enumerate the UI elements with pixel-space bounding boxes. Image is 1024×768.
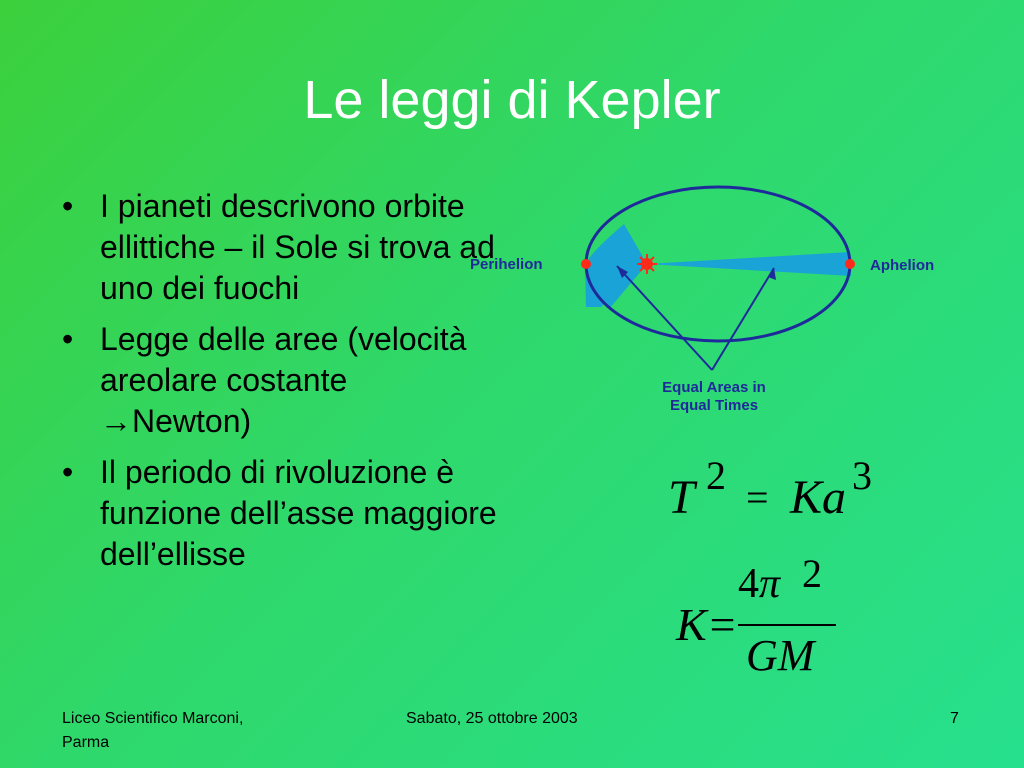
bullet-text-after: Newton) — [132, 403, 252, 439]
formula-constant-K — [676, 551, 856, 688]
arrow-icon: → — [100, 403, 132, 439]
formula-numerator — [738, 560, 780, 608]
formula-K: K= — [676, 599, 738, 650]
bullet-dot: • — [62, 188, 74, 224]
kepler-orbit-diagram — [464, 184, 964, 424]
formula-num-4: 4 — [738, 561, 759, 607]
bullet-text: Legge delle aree (velocità areolare costante — [100, 321, 467, 398]
formula-exp-3: 3 — [852, 453, 872, 498]
bullet-list — [62, 186, 502, 585]
pointer-line-right — [712, 268, 774, 370]
formula-equals: = — [746, 475, 769, 520]
bullet-dot: • — [62, 454, 74, 490]
footer-page-number: 7 — [950, 710, 959, 727]
sun-icon — [637, 254, 657, 274]
formula-T: T — [668, 471, 695, 524]
perihelion-point — [581, 259, 591, 269]
formula-denominator: GM — [746, 631, 815, 680]
formula-num-exp: 2 — [802, 551, 822, 596]
formula-kepler-third-law — [668, 452, 888, 532]
aphelion-sector — [647, 252, 851, 276]
footer-date: Sabato, 25 ottobre 2003 — [406, 710, 578, 727]
fraction-bar — [738, 624, 836, 626]
perihelion-sector-arc — [586, 224, 647, 264]
caption-line-2: Equal Times — [669, 397, 759, 414]
bullet-item-orbits — [62, 186, 502, 309]
aphelion-label: Aphelion — [870, 257, 935, 274]
caption-line-1: Equal Areas in — [662, 379, 766, 396]
perihelion-label: Perihelion — [470, 256, 543, 273]
slide-title: Le leggi di Kepler — [303, 70, 721, 130]
bullet-item-period — [62, 452, 502, 575]
formula-exp-2: 2 — [706, 453, 726, 498]
bullet-item-areas — [62, 319, 502, 442]
bullet-dot: • — [62, 321, 74, 357]
bullet-text: Il periodo di rivoluzione è funzione dell’asse maggiore dell’ellisse — [100, 454, 497, 572]
formula-Ka: Ka — [790, 471, 847, 524]
footer-school: Liceo Scientifico Marconi, Parma — [62, 710, 244, 751]
aphelion-point — [845, 259, 855, 269]
pointer-line-left — [617, 266, 712, 370]
formula-pi: π — [759, 561, 781, 607]
bullet-text: I pianeti descrivono orbite ellittiche – il Sole si trova ad uno dei fuochi — [100, 188, 495, 306]
